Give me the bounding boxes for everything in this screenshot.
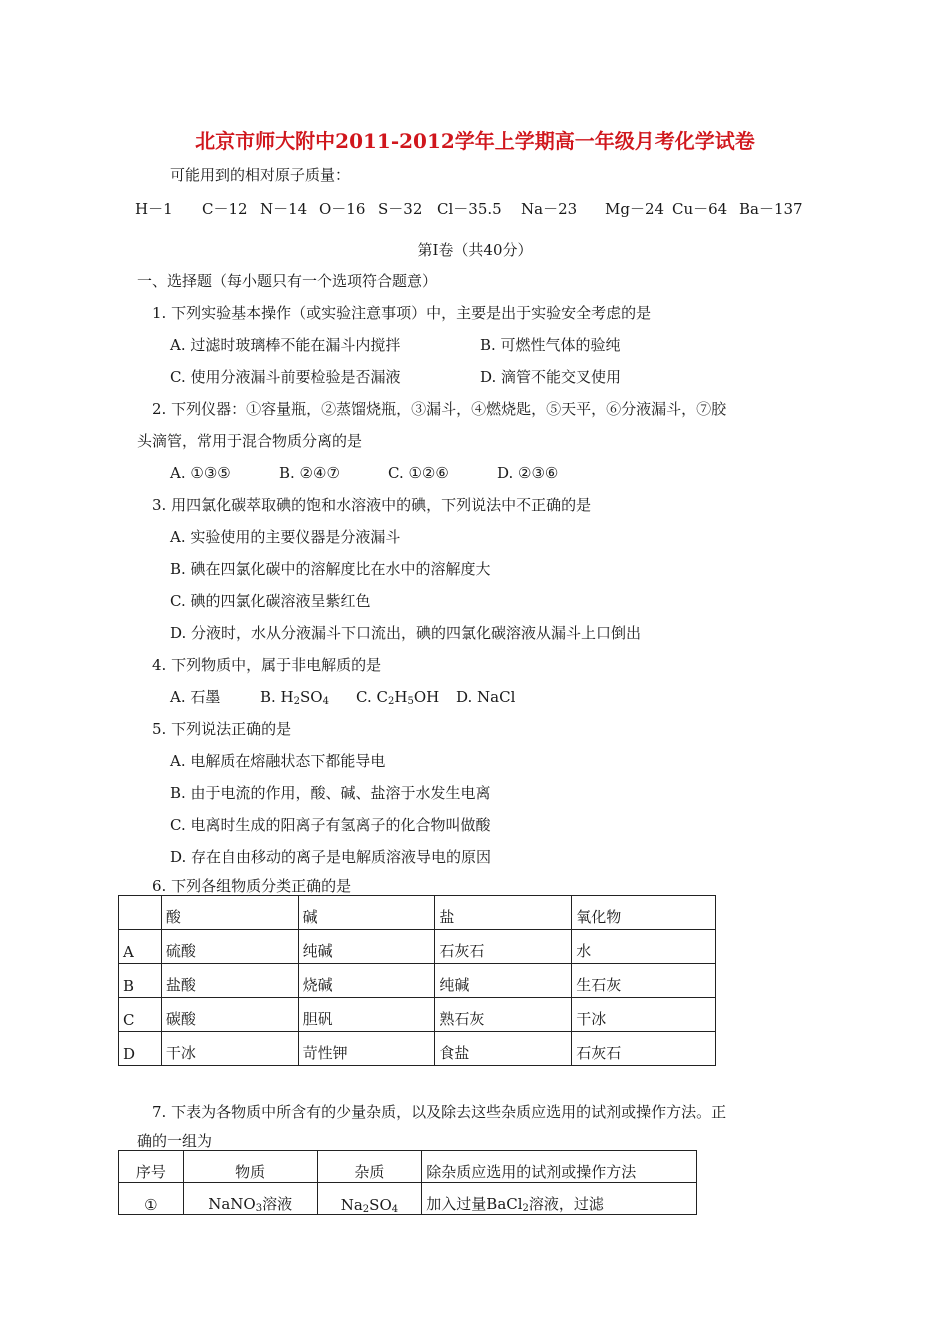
- question-7-stem-line2: 确的一组为: [137, 1132, 213, 1150]
- table-cell: 熟石灰: [435, 998, 572, 1032]
- question-2-option-b: B. ②④⑦: [279, 464, 340, 482]
- table-header-cell: 碱: [298, 896, 435, 930]
- question-2-stem-line2: 头滴管，常用于混合物质分离的是: [137, 432, 363, 450]
- question-1-stem: 1. 下列实验基本操作（或实验注意事项）中，主要是出于实验安全考虑的是: [152, 304, 652, 322]
- table-header-row: [119, 896, 716, 930]
- atomic-mass-label: 可能用到的相对原子质量：: [170, 166, 351, 184]
- question-2-option-d: D. ②③⑥: [497, 464, 559, 482]
- table-cell: 纯碱: [298, 930, 435, 964]
- part1-heading: 第Ⅰ卷（共40分）: [417, 241, 533, 259]
- table-cell: $Na_2SO_4$: [317, 1183, 422, 1215]
- atomic-mass-c: C－12: [202, 200, 248, 218]
- atomic-mass-s: S－32: [378, 200, 423, 218]
- atomic-mass-mg: Mg－24: [605, 200, 665, 218]
- question-5-option-a: A. 电解质在熔融状态下都能导电: [170, 752, 386, 770]
- question-5-option-b: B. 由于电流的作用，酸、碱、盐溶于水发生电离: [170, 784, 491, 802]
- table-cell: B: [119, 964, 162, 998]
- question-3-option-d: D. 分液时，水从分液漏斗下口流出，碘的四氯化碳溶液从漏斗上口倒出: [170, 624, 642, 642]
- question-2-option-c: C. ①②⑥: [388, 464, 449, 482]
- table-cell: C: [119, 998, 162, 1032]
- table-cell: 苛性钾: [298, 1032, 435, 1066]
- table-header-row: [119, 1151, 697, 1183]
- table-cell: A: [119, 930, 162, 964]
- question-2-option-a: A. ①③⑤: [170, 464, 231, 482]
- table-row: [119, 1183, 697, 1215]
- table-cell: 食盐: [435, 1032, 572, 1066]
- exam-title: 北京市师大附中2011-2012学年上学期高一年级月考化学试卷: [195, 129, 755, 153]
- question-7-table: [118, 1150, 697, 1215]
- table-cell: NaNO$_3$溶液: [183, 1183, 317, 1215]
- atomic-mass-o: O－16: [319, 200, 366, 218]
- question-1-option-d: D. 滴管不能交叉使用: [480, 368, 622, 386]
- question-4-stem: 4. 下列物质中，属于非电解质的是: [152, 656, 382, 674]
- table-cell: 干冰: [572, 998, 716, 1032]
- table-row: [119, 930, 716, 964]
- table-cell: 石灰石: [572, 1032, 716, 1066]
- table-cell: 烧碱: [298, 964, 435, 998]
- atomic-mass-h: H－1: [135, 200, 173, 218]
- table-cell: 硫酸: [161, 930, 298, 964]
- atomic-mass-cl: Cl－35.5: [437, 200, 502, 218]
- atomic-mass-cu: Cu－64: [672, 200, 728, 218]
- table-row: [119, 998, 716, 1032]
- table-cell: 加入过量BaCl$_2$溶液，过滤: [422, 1183, 697, 1215]
- table-cell: 干冰: [161, 1032, 298, 1066]
- question-6-table: [118, 895, 716, 1066]
- table-cell: 胆矾: [298, 998, 435, 1032]
- question-5-stem: 5. 下列说法正确的是: [152, 720, 292, 738]
- question-3-option-b: B. 碘在四氯化碳中的溶解度比在水中的溶解度大: [170, 560, 491, 578]
- table-header-cell: 酸: [161, 896, 298, 930]
- question-3-option-a: A. 实验使用的主要仪器是分液漏斗: [170, 528, 401, 546]
- table-row: [119, 1032, 716, 1066]
- question-7-stem-line1: 7. 下表为各物质中所含有的少量杂质，以及除去这些杂质应选用的试剂或操作方法。正: [152, 1103, 727, 1121]
- question-5-option-d: D. 存在自由移动的离子是电解质溶液导电的原因: [170, 848, 492, 866]
- table-header-cell: 盐: [435, 896, 572, 930]
- table-header-cell: 杂质: [317, 1151, 422, 1183]
- table-cell: 水: [572, 930, 716, 964]
- table-header-cell: 序号: [119, 1151, 184, 1183]
- section1-heading: 一、选择题（每小题只有一个选项符合题意）: [137, 272, 438, 290]
- atomic-mass-n: N－14: [260, 200, 308, 218]
- table-cell: 碳酸: [161, 998, 298, 1032]
- atomic-mass-na: Na－23: [521, 200, 578, 218]
- table-cell: 生石灰: [572, 964, 716, 998]
- question-1-option-c: C. 使用分液漏斗前要检验是否漏液: [170, 368, 401, 386]
- question-4-option-d: D. NaCl: [456, 688, 516, 706]
- table-header-cell: [119, 896, 162, 930]
- table-cell: 石灰石: [435, 930, 572, 964]
- question-3-stem: 3. 用四氯化碳萃取碘的饱和水溶液中的碘，下列说法中不正确的是: [152, 496, 592, 514]
- table-row: [119, 964, 716, 998]
- table-header-cell: 氧化物: [572, 896, 716, 930]
- question-5-option-c: C. 电离时生成的阳离子有氢离子的化合物叫做酸: [170, 816, 491, 834]
- question-4-option-c: C. $C_2H_5OH$: [356, 688, 440, 707]
- question-4-option-b: B. $H_2SO_4$: [260, 688, 329, 707]
- table-cell: D: [119, 1032, 162, 1066]
- question-6-stem: 6. 下列各组物质分类正确的是: [152, 877, 352, 895]
- table-cell: ①: [119, 1183, 184, 1215]
- table-header-cell: 除杂质应选用的试剂或操作方法: [422, 1151, 697, 1183]
- table-cell: 纯碱: [435, 964, 572, 998]
- table-header-cell: 物质: [183, 1151, 317, 1183]
- question-2-stem-line1: 2. 下列仪器：①容量瓶，②蒸馏烧瓶，③漏斗，④燃烧匙，⑤天平，⑥分液漏斗，⑦胶: [152, 400, 727, 418]
- question-4-option-a: A. 石墨: [170, 688, 221, 706]
- table-cell: 盐酸: [161, 964, 298, 998]
- question-3-option-c: C. 碘的四氯化碳溶液呈紫红色: [170, 592, 371, 610]
- question-1-option-b: B. 可燃性气体的验纯: [480, 336, 621, 354]
- question-1-option-a: A. 过滤时玻璃棒不能在漏斗内搅拌: [170, 336, 401, 354]
- atomic-mass-ba: Ba－137: [739, 200, 803, 218]
